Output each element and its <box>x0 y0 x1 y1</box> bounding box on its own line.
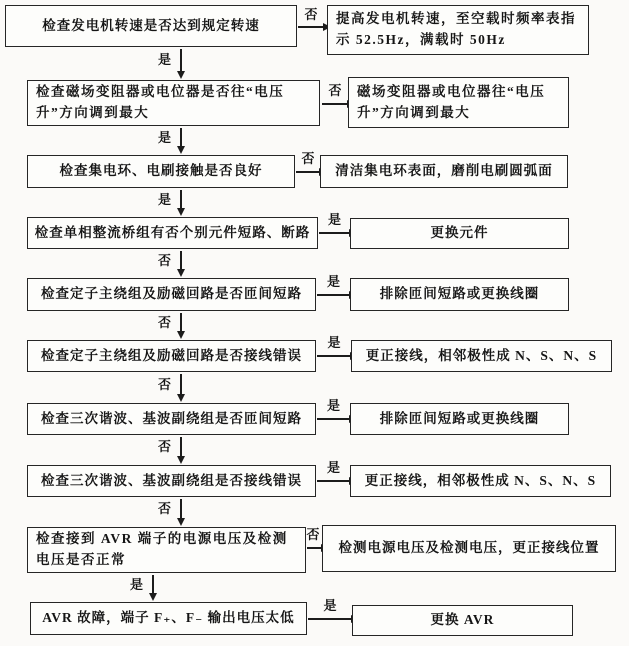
branch-arrow <box>317 418 350 420</box>
flow-step-check-field-rheostat: 检查磁场变阻器或电位器是否往“电压升”方向调到最大 <box>27 80 320 126</box>
down-arrow <box>180 499 182 519</box>
flow-action-fix-turn-short-2: 排除匝间短路或更换线圈 <box>350 403 569 435</box>
down-label: 是 <box>158 130 172 145</box>
down-label: 否 <box>158 315 172 330</box>
flow-action-replace-component: 更换元件 <box>350 218 569 249</box>
flow-action-fix-turn-short: 排除匝间短路或更换线圈 <box>350 278 569 311</box>
flow-step-check-stator-wiring: 检查定子主绕组及励磁回路是否接线错误 <box>27 340 316 372</box>
branch-label: 否 <box>304 7 318 22</box>
flow-action-replace-avr: 更换 AVR <box>352 605 573 636</box>
branch-arrow <box>308 618 352 620</box>
flow-step-check-rectifier-bridge: 检查单相整流桥组有否个别元件短路、断路 <box>27 217 318 249</box>
flow-action-correct-wiring-2: 更正接线，相邻极性成 N、S、N、S <box>350 465 611 497</box>
flow-action-raise-speed: 提高发电机转速，至空载时频率表指示 52.5Hz，满载时 50Hz <box>327 5 589 55</box>
down-label: 是 <box>158 52 172 67</box>
flow-step-check-stator-turn-short: 检查定子主绕组及励磁回路是否匝间短路 <box>27 278 316 311</box>
branch-label: 是 <box>327 212 341 227</box>
branch-arrow <box>298 26 324 28</box>
branch-arrow <box>317 480 350 482</box>
down-arrow <box>180 49 182 72</box>
flow-step-check-harmonic-turn-short: 检查三次谐波、基波副绕组是否匝间短路 <box>27 403 316 435</box>
down-arrow <box>180 251 182 270</box>
flow-step-check-generator-speed: 检查发电机转速是否达到规定转速 <box>5 5 297 47</box>
branch-label: 否 <box>306 527 320 542</box>
down-arrow <box>152 575 154 594</box>
branch-label: 否 <box>301 151 315 166</box>
branch-label: 是 <box>323 598 337 613</box>
branch-arrow <box>317 294 350 296</box>
branch-label: 是 <box>326 274 340 289</box>
flow-action-check-voltage-wiring: 检测电源电压及检测电压，更正接线位置 <box>322 525 616 572</box>
down-label: 否 <box>158 377 172 392</box>
branch-arrow <box>322 103 348 105</box>
flow-action-clean-slip-ring: 清洁集电环表面，磨削电刷圆弧面 <box>320 155 568 188</box>
flow-step-check-harmonic-wiring: 检查三次谐波、基波副绕组是否接线错误 <box>27 465 316 497</box>
down-arrow <box>180 374 182 395</box>
down-arrow <box>180 190 182 209</box>
down-label: 否 <box>158 501 172 516</box>
down-label: 否 <box>158 253 172 268</box>
down-label: 是 <box>158 192 172 207</box>
down-arrow <box>180 313 182 332</box>
flow-step-check-avr-voltage: 检查接到 AVR 端子的电源电压及检测电压是否正常 <box>27 527 306 573</box>
branch-label: 否 <box>328 83 342 98</box>
branch-arrow <box>319 232 350 234</box>
branch-arrow <box>296 171 320 173</box>
flow-step-avr-fault: AVR 故障，端子 F₊、F₋ 输出电压太低 <box>30 602 307 635</box>
flow-action-correct-wiring: 更正接线，相邻极性成 N、S、N、S <box>351 340 612 372</box>
branch-arrow <box>307 547 322 549</box>
down-arrow <box>180 437 182 457</box>
down-arrow <box>180 128 182 147</box>
down-label: 否 <box>158 439 172 454</box>
flow-action-adjust-rheostat: 磁场变阻器或电位器往“电压升”方向调到最大 <box>348 77 569 128</box>
branch-label: 是 <box>326 460 340 475</box>
down-label: 是 <box>130 577 144 592</box>
branch-label: 是 <box>326 398 340 413</box>
flow-step-check-slip-ring-brush: 检查集电环、电刷接触是否良好 <box>27 155 295 188</box>
branch-label: 是 <box>327 335 341 350</box>
branch-arrow <box>317 355 351 357</box>
